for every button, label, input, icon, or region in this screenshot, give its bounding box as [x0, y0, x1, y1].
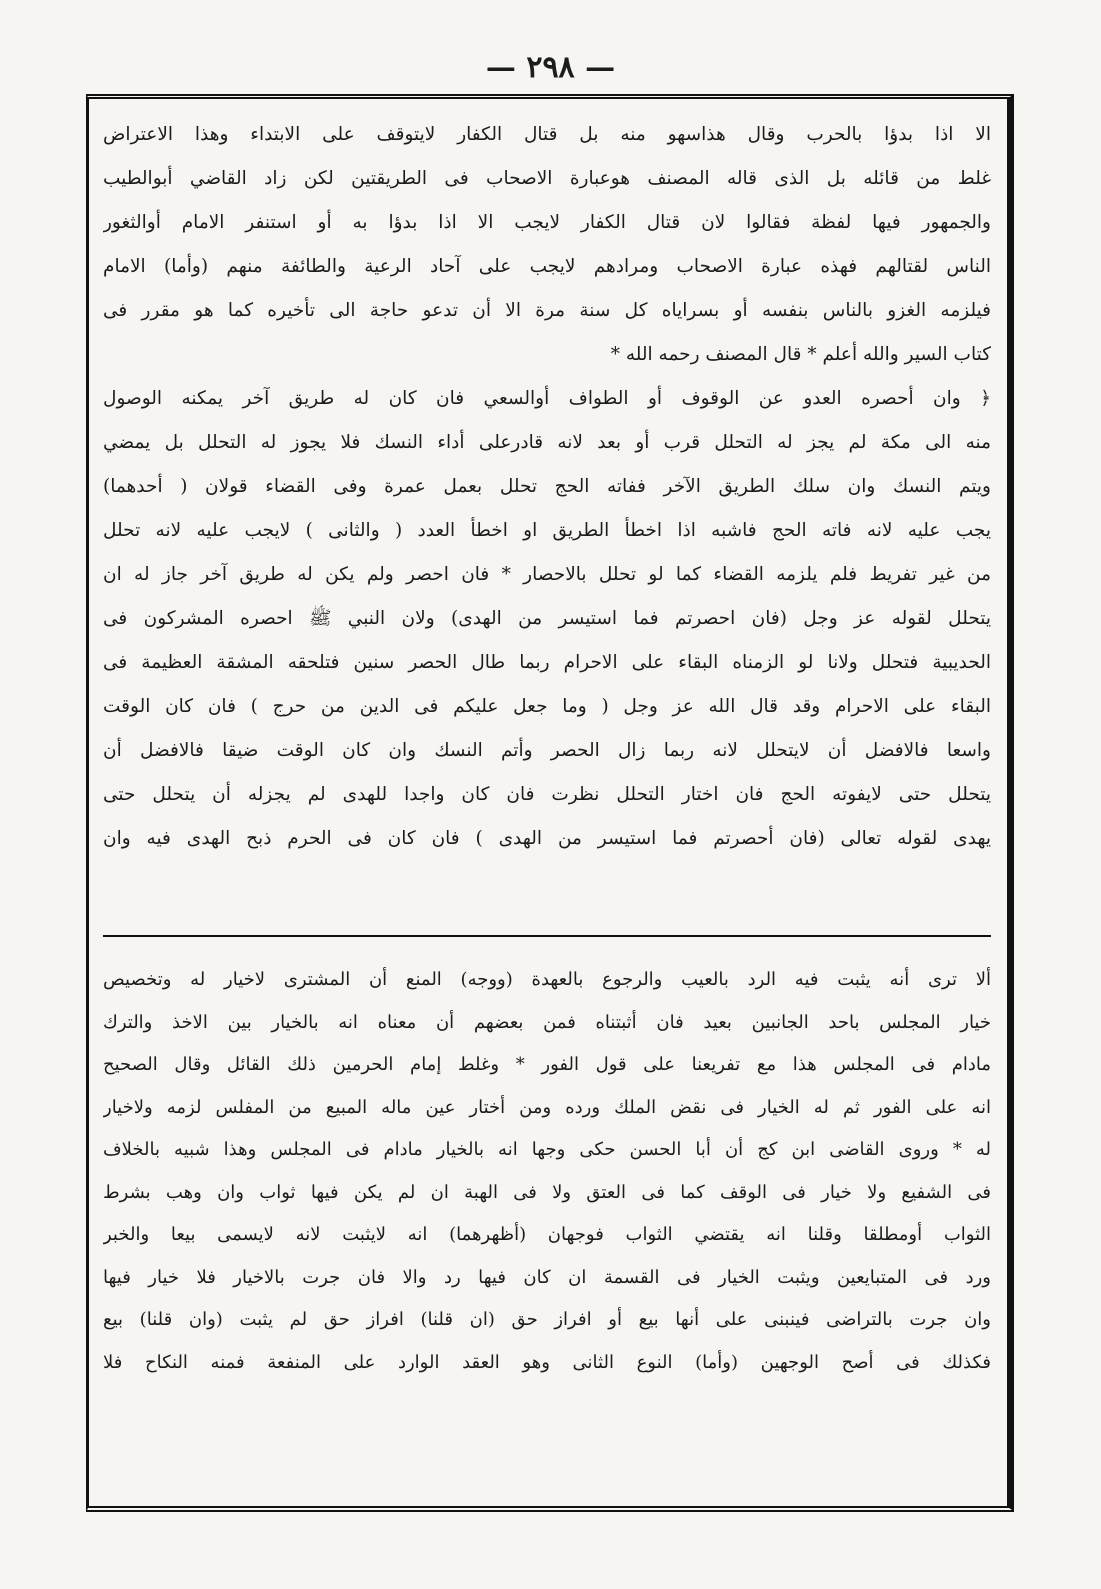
text-line: الا اذا بدؤا بالحرب وقال هذاسهو منه بل قتال الكفار لايتوقف على الابتداء وهذا الاعتراض: [103, 124, 991, 145]
text-line: له * وروى القاضى ابن كج أن أبا الحسن حكى وجها انه بالخيار مادام فى المجلس وهذا شبيه بالخلاف: [103, 1139, 991, 1160]
text-line: فكذلك فى أصح الوجهين (وأما) النوع الثانى وهو العقد الوارد على المنفعة فمنه النكاح فلا: [103, 1351, 991, 1373]
text-line: الناس لقتالهم فهذه عبارة الاصحاب ومرادهم لايجب على آحاد الرعية والطائفة منهم (وأما) الامام: [103, 256, 991, 277]
text-line: والجمهور فيها لفظة فقالوا لان قتال الكفار لايجب الا اذا بدؤا به أو استنفر الامام أوالثغور: [103, 212, 991, 233]
text-line: منه الى مكة لم يجز له التحلل قرب أو بعد لانه قادرعلى أداء النسك فلا يجوز له التحلل بل يمضي: [103, 432, 991, 453]
text-line: يهدى لقوله تعالى (فان أحصرتم فما استيسر من الهدى ) فان كان فى الحرم ذبح الهدى فيه وان: [103, 828, 991, 849]
text-line: كتاب السير والله أعلم * قال المصنف رحمه الله *: [610, 344, 991, 365]
text-line: فى الشفيع ولا خيار فى الوقف كما فى العتق ولا فى الهبة ان لم يكن فيها ثواب وان وهب بشرط: [103, 1181, 991, 1203]
text-line: واسعا فالافضل أن لايتحلل لانه ربما زال الحصر وأتم النسك وان كان الوقت ضيقا فالافضل أن: [103, 740, 991, 761]
commentary-text: [103, 959, 991, 1384]
text-line: ألا ترى أنه يثبت فيه الرد بالعيب والرجوع بالعهدة (ووجه) المنع أن المشترى لاخيار له وتخصيص: [103, 969, 991, 990]
main-text: [103, 113, 991, 861]
text-line: غلط من قائله بل الذى قاله المصنف هوعبارة الاصحاب فى الطريقتين لكن زاد القاضي أبوالطيب: [103, 168, 991, 189]
text-line: الحديبية فتحلل ولانا لو الزمناه البقاء على الاحرام ربما طال الحصر سنين فتلحقه المشقة العظيمة فى: [103, 652, 991, 673]
text-line: من غير تفريط فلم يلزمه القضاء كما لو تحلل بالاحصار * فان احصر ولم يكن له طريق آخر جاز له ان: [103, 564, 991, 585]
text-line: ﴿ وان أحصره العدو عن الوقوف أو الطواف أوالسعي فان كان له طريق آخر يمكنه الوصول: [103, 388, 991, 409]
text-line: يتحلل لقوله عز وجل (فان احصرتم فما استيسر من الهدى) ولان النبي ﷺ احصره المشركون فى: [103, 608, 991, 629]
text-line: فيلزمه الغزو بالناس بنفسه أو بسراياه كل سنة مرة الا أن تدعو حاجة الى تأخيره كما هو مقرر فى: [103, 300, 991, 321]
text-line: ورد فى المتبايعين ويثبت الخيار فى القسمة ان كان فيها رد والا فان جرت بالاخيار فلا خيار فيها: [103, 1266, 991, 1288]
text-line: مادام فى المجلس هذا مع تفريعنا على قول الفور * وغلط إمام الحرمين ذلك القائل وقال الصحيح: [103, 1054, 991, 1075]
text-line: خيار المجلس باحد الجانبين بعيد فان أثبتناه فمن بعضهم أن معناه انه بالخيار بين الاخذ والترك: [103, 1011, 991, 1033]
section-divider: [103, 935, 991, 937]
text-line: الثواب أومطلقا وقلنا انه يقتضي الثواب فوجهان (أظهرهما) انه لايثبت لانه لايسمى بيعا والخبر: [103, 1224, 991, 1245]
text-line: يتحلل حتى لايفوته الحج فان اختار التحلل نظرت فان كان واجدا للهدى لم يجزله أن يتحلل حتى: [103, 784, 991, 805]
page-number: — ٢٩٨ —: [485, 50, 616, 85]
text-line: يجب عليه لانه فاته الحج فاشبه اذا اخطأ الطريق او اخطأ العدد ( والثانى ) لايجب عليه لانه تحلل: [103, 520, 991, 541]
text-line: وان جرت بالتراضى فينبنى على أنها بيع أو افراز حق (ان قلنا) افراز حق لم يثبت (وان قلنا) بيع: [103, 1309, 991, 1330]
text-line: البقاء على الاحرام وقد قال الله عز وجل ( وما جعل عليكم فى الدين من حرج ) فان كان الوقت: [103, 696, 991, 717]
text-line: انه على الفور ثم له الخيار فى نقض الملك ورده ومن أختار عين ماله المبيع من المفلس لزمه ولاخيار: [103, 1096, 991, 1118]
text-line: ويتم النسك وان سلك الطريق الآخر ففاته الحج تحلل بعمل عمرة وفى القضاء قولان ( أحدهما): [103, 476, 991, 497]
page-frame: [86, 94, 1014, 1512]
